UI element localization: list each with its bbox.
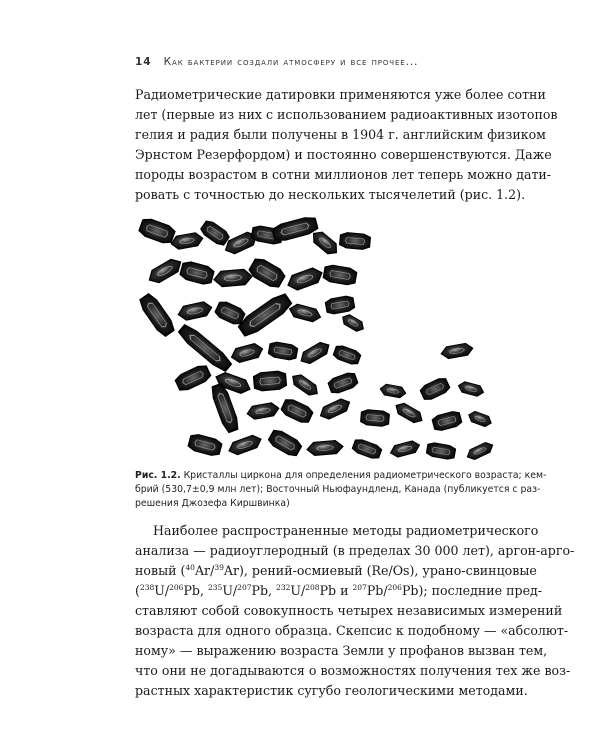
text-line: ровать с точностью до нескольких тысячелетий (рис. 1.2). xyxy=(135,187,526,202)
text-line xyxy=(135,561,537,581)
text-line: породы возрастом в сотни миллионов лет теперь можно дати- xyxy=(135,167,552,182)
text-fragment: Ar), рений-осмиевый (Re/Os), урано-свинцовые xyxy=(223,563,537,578)
paragraph-dating-methods xyxy=(135,521,575,701)
figure-label: Рис. 1.2. xyxy=(135,470,181,481)
figure-caption xyxy=(135,469,547,511)
isotope-superscript: 40 xyxy=(185,563,195,572)
text-fragment: U/ xyxy=(290,583,306,598)
text-line: анализа — радиоуглеродный (в пределах 30 000 лет), аргон-арго- xyxy=(135,543,575,558)
text-line: растных характеристик сугубо геологическими методами. xyxy=(135,683,528,698)
caption-line: брий (530,7±0,9 млн лет); Восточный Ньюфаундленд, Канада (публикуется с раз- xyxy=(135,484,541,495)
zircon-crystals-image xyxy=(135,213,497,461)
figure-zircon-crystals xyxy=(135,213,497,461)
text-line: лет (первые из них с использованием радиоактивных изотопов xyxy=(135,107,558,122)
text-fragment: ( xyxy=(135,583,140,598)
text-fragment: Ar/ xyxy=(194,563,215,578)
isotope-superscript: 208 xyxy=(305,583,320,592)
caption-line: решения Джозефа Киршвинка) xyxy=(135,498,290,509)
text-fragment: новый ( xyxy=(135,563,186,578)
isotope-superscript: 39 xyxy=(214,563,224,572)
text-line xyxy=(135,581,543,601)
text-fragment: Pb/ xyxy=(366,583,388,598)
text-line: Наиболее распространенные методы радиометрического xyxy=(153,523,539,538)
isotope-superscript: 238 xyxy=(139,583,155,592)
text-line: Радиометрические датировки применяются уже более сотни xyxy=(135,87,546,102)
text-fragment: Pb); последние пред- xyxy=(401,583,543,598)
paragraph-radiometric-history xyxy=(135,85,558,205)
isotope-superscript: 232 xyxy=(276,583,291,592)
text-line: Эрнстом Резерфордом) и постоянно совершенствуются. Даже xyxy=(135,147,552,162)
text-line: ставляют собой совокупность четырех независимых измерений xyxy=(135,603,563,618)
isotope-superscript: 207 xyxy=(352,583,367,592)
isotope-superscript: 235 xyxy=(207,583,223,592)
text-line: гелия и радия были получены в 1904 г. английским физиком xyxy=(135,127,546,142)
text-line: возраста для одного образца. Скепсис к подобному — «абсолют- xyxy=(135,623,569,638)
text-fragment: Pb, xyxy=(251,583,277,598)
isotope-superscript: 206 xyxy=(169,583,184,592)
isotope-superscript: 207 xyxy=(237,583,252,592)
running-head xyxy=(135,56,535,68)
text-line: что они не догадываются о возможностях получения тех же воз- xyxy=(135,663,571,678)
text-fragment: Pb и xyxy=(319,583,353,598)
page-number: 14 xyxy=(135,56,152,68)
text-fragment: U/ xyxy=(222,583,238,598)
book-title: Как бактерии создали атмосферу и все прочее... xyxy=(163,56,419,68)
text-fragment: Pb, xyxy=(183,583,208,598)
text-fragment: U/ xyxy=(154,583,170,598)
caption-line xyxy=(135,469,547,483)
caption-text: Кристаллы циркона для определения радиометрического возраста; кем- xyxy=(183,470,547,481)
text-line: ному» — выражению возраста Земли у профанов вызван тем, xyxy=(135,643,548,658)
isotope-superscript: 206 xyxy=(387,583,402,592)
